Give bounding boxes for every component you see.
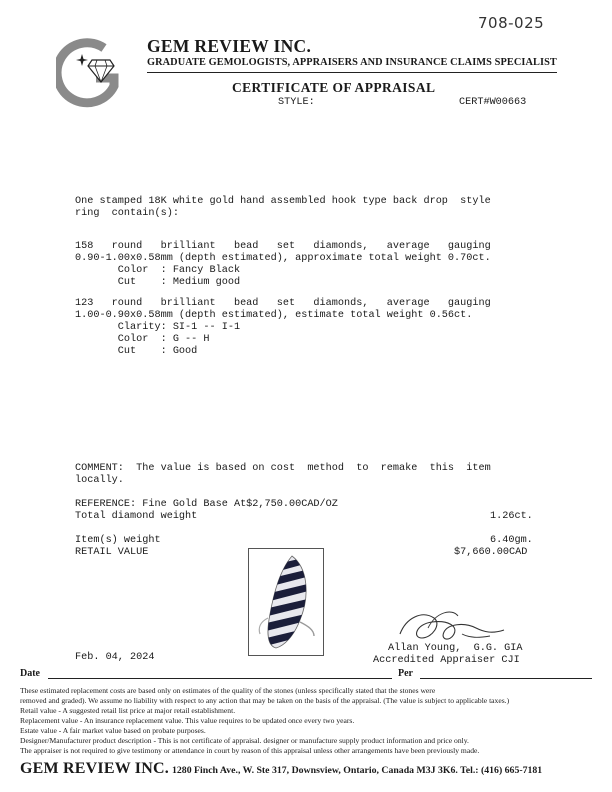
- fine-print-line-1: These estimated replacement costs are based only on estimates of the quality of the stones (unless specifically stated that the stones were: [20, 686, 436, 695]
- fine-print-line-3: Retail value - A suggested retail list price at major retail establishment.: [20, 706, 236, 715]
- handwritten-reference: 708-025: [478, 14, 545, 32]
- company-logo-icon: [56, 38, 140, 108]
- appraiser-name: Allan Young, G.G. GIA: [388, 643, 523, 654]
- item-weight-label: Item(s) weight: [75, 535, 161, 546]
- ring-photo-icon: [248, 548, 324, 656]
- comment-line-1: COMMENT: The value is based on cost method to remake this item: [75, 463, 491, 474]
- date-label: Date: [20, 668, 40, 679]
- fine-print-line-5: Estate value - A fair market value based on probate purposes.: [20, 726, 206, 735]
- stones2-clarity: Clarity: SI-1 -- I-1: [75, 322, 241, 333]
- stones1-cut: Cut : Medium good: [75, 277, 241, 288]
- certificate-title: CERTIFICATE OF APPRAISAL: [232, 80, 436, 95]
- retail-value-label: RETAIL VALUE: [75, 547, 149, 558]
- total-diamond-weight-label: Total diamond weight: [75, 511, 198, 522]
- header-rule: [147, 72, 557, 73]
- stones1-color: Color : Fancy Black: [75, 265, 241, 276]
- stones2-cut: Cut : Good: [75, 346, 198, 357]
- appraiser-title: Accredited Appraiser CJI: [373, 655, 520, 666]
- stones1-line-2: 0.90-1.00x0.58mm (depth estimated), approximate total weight 0.70ct.: [75, 253, 491, 264]
- footer-address: 1280 Finch Ave., W. Ste 317, Downsview, Ontario, Canada M3J 3K6. Tel.: (416) 665-7181: [172, 765, 543, 776]
- date-rule: [48, 678, 392, 679]
- retail-value-amount: $7,660.00CAD: [454, 547, 528, 558]
- company-name: GEM REVIEW INC.: [147, 36, 312, 56]
- stones2-line-1: 123 round brilliant bead set diamonds, average gauging: [75, 298, 491, 309]
- comment-line-2: locally.: [75, 475, 124, 486]
- company-subtitle: GRADUATE GEMOLOGISTS, APPRAISERS AND INSURANCE CLAIMS SPECIALIST: [147, 57, 557, 68]
- per-label: Per: [398, 668, 413, 679]
- description-line-2: ring contain(s):: [75, 208, 179, 219]
- appraisal-date: Feb. 04, 2024: [75, 652, 155, 663]
- fine-print-line-7: The appraiser is not required to give testimony or attendance in court by reason of this appraisal unless other arrangements have been previously made.: [20, 746, 480, 755]
- signature-icon: [392, 604, 512, 648]
- style-label: STYLE:: [278, 97, 315, 108]
- item-weight-value: 6.40gm.: [490, 535, 533, 546]
- fine-print-line-6: Designer/Manufacturer product description - This is not certificate of appraisal. designer or manufacture supply product information and price only.: [20, 736, 469, 745]
- stones2-line-2: 1.00-0.90x0.58mm (depth estimated), estimate total weight 0.56ct.: [75, 310, 473, 321]
- stones1-line-1: 158 round brilliant bead set diamonds, average gauging: [75, 241, 491, 252]
- reference-line: REFERENCE: Fine Gold Base At$2,750.00CAD/OZ: [75, 499, 338, 510]
- total-diamond-weight-value: 1.26ct.: [490, 511, 533, 522]
- fine-print-line-2: removed and graded). We assume no liability with respect to any action that may be taken on the basis of the appraisal. (The value is subject to applicable taxes.): [20, 696, 510, 705]
- description-line-1: One stamped 18K white gold hand assembled hook type back drop style: [75, 196, 491, 207]
- stones2-color: Color : G -- H: [75, 334, 210, 345]
- fine-print-line-4: Replacement value - An insurance replacement value. This value requires to be updated once every two years.: [20, 716, 355, 725]
- per-rule: [420, 678, 592, 679]
- footer-company-name: GEM REVIEW INC.: [20, 760, 169, 777]
- cert-number: CERT#W00663: [459, 97, 527, 108]
